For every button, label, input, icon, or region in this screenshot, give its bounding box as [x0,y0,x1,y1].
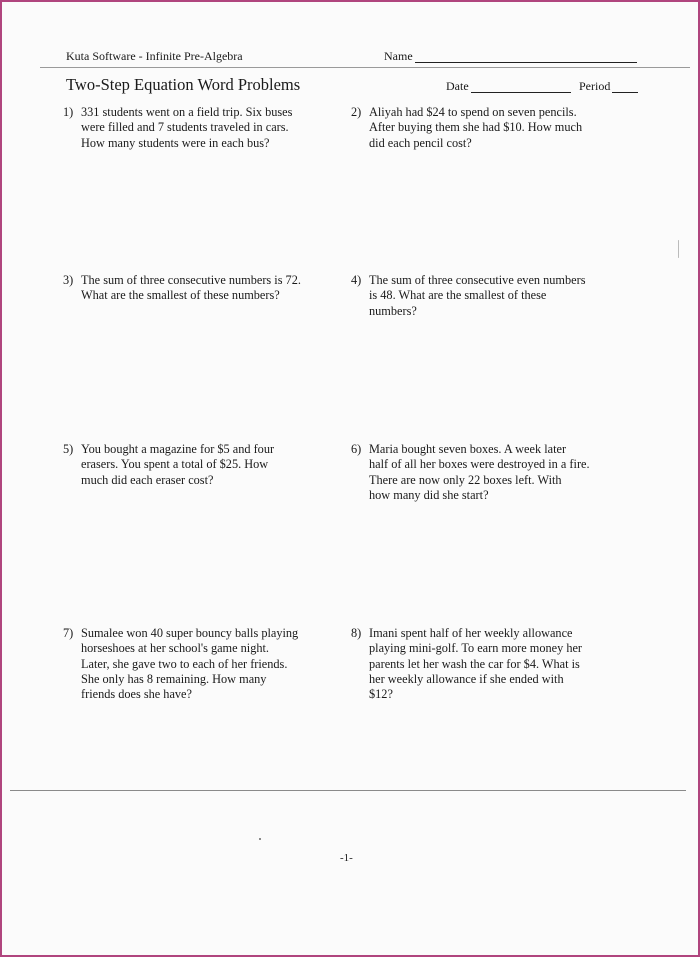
problem-text: 331 students went on a field trip. Six buses were filled and 7 students traveled in cars. How many students were in each bus? [81,105,293,150]
period-label: Period [579,79,611,93]
problem-text: The sum of three consecutive even numbers is 48. What are the smallest of these numbers? [369,273,586,318]
page-number: -1- [340,852,353,864]
name-line [415,62,637,63]
problem-number: 4) [351,273,362,287]
problem-8 [351,626,651,702]
period-line [612,92,638,93]
problem-text: You bought a magazine for $5 and four erasers. You spent a total of $25. How much did each eraser cost? [81,442,275,487]
problem-text: Sumalee won 40 super bouncy balls playing horseshoes at her school's game night. Later, she gave two to each of her friends. She only has 8 remaining. How many friends does she have? [81,626,299,702]
problem-number: 2) [351,105,362,119]
problem-number: 6) [351,442,362,456]
problem-text: Aliyah had $24 to spend on seven pencils. After buying them she had $10. How much did each pencil cost? [369,105,583,150]
date-label: Date [446,79,469,93]
scan-mark [678,240,679,258]
problem-number: 7) [63,626,74,640]
problem-3 [63,273,343,304]
problem-number: 5) [63,442,74,456]
problem-4 [351,273,651,319]
scan-speck [259,838,261,840]
name-label: Name [384,49,413,63]
header-rule [40,67,690,68]
problem-text: Imani spent half of her weekly allowance playing mini-golf. To earn more money her parents let her wash the car for $4. What is her weekly allowance if she ended with $12? [369,626,583,702]
page-title: Two-Step Equation Word Problems [66,75,301,94]
problem-6 [351,442,651,503]
problem-1 [63,105,343,151]
publisher-label: Kuta Software - Infinite Pre-Algebra [66,49,243,63]
problem-number: 3) [63,273,74,287]
problem-2 [351,105,651,151]
problem-7 [63,626,343,702]
problem-number: 8) [351,626,362,640]
problem-text: The sum of three consecutive numbers is 72. What are the smallest of these numbers? [81,273,301,303]
problem-5 [63,442,343,488]
problem-text: Maria bought seven boxes. A week later half of all her boxes were destroyed in a fire. There are now only 22 boxes left. With how many did she start? [369,442,590,502]
date-line [471,92,571,93]
footer-rule [10,790,686,791]
problem-number: 1) [63,105,74,119]
